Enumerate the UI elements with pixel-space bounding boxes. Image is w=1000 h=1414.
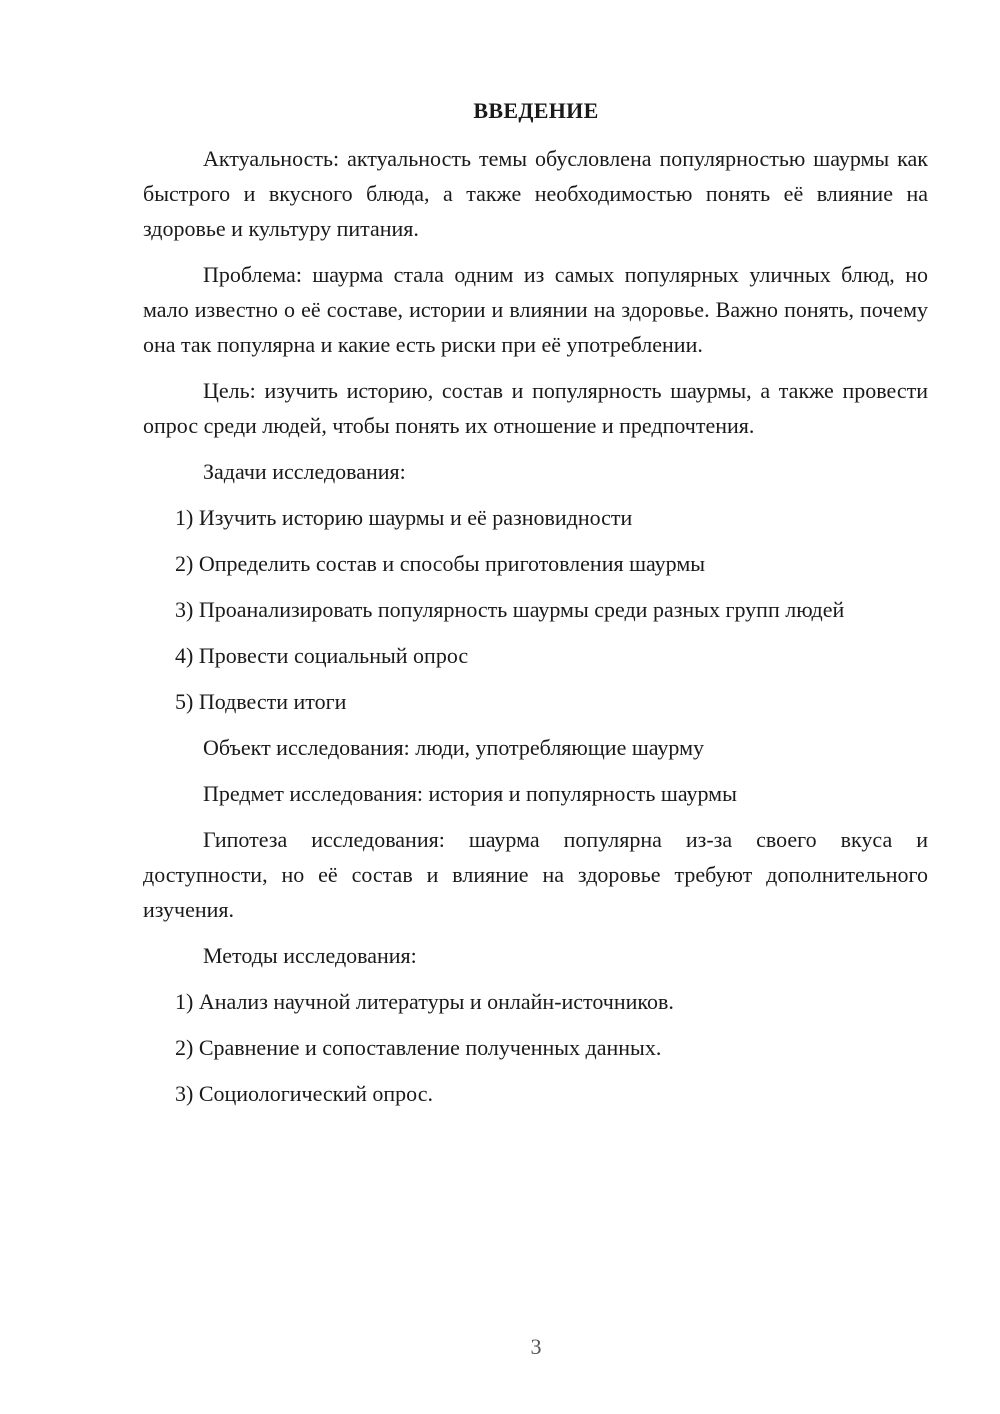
page-number: 3 [530,1334,542,1359]
task-item-2: 2) Определить состав и способы приготовления шаурмы [175,551,706,576]
page-title: ВВЕДЕНИЕ [473,98,599,123]
subject-paragraph: Предмет исследования: история и популярность шаурмы [203,781,737,806]
method-item-1: 1) Анализ научной литературы и онлайн-источников. [175,989,674,1014]
method-item-3: 3) Социологический опрос. [175,1081,433,1106]
task-item-5: 5) Подвести итоги [175,689,347,714]
goal-paragraph: Цель: изучить историю, состав и популярность шаурмы, а также провести опрос среди людей, чтобы понять их отношение и предпочтения. [143,378,928,438]
relevance-paragraph: Актуальность: актуальность темы обусловлена популярностью шаурмы как быстрого и вкусного блюда, а также необходимостью понять её влияние на здоровье и культуру питания. [143,146,928,241]
document-body [143,141,928,1122]
methods-heading: Методы исследования: [203,943,417,968]
task-item-1: 1) Изучить историю шаурмы и её разновидности [175,505,633,530]
task-item-3: 3) Проанализировать популярность шаурмы среди разных групп людей [175,597,845,622]
method-item-2: 2) Сравнение и сопоставление полученных данных. [175,1035,662,1060]
tasks-heading: Задачи исследования: [203,459,406,484]
object-paragraph: Объект исследования: люди, употребляющие шаурму [203,735,705,760]
hypothesis-paragraph: Гипотеза исследования: шаурма популярна из-за своего вкуса и доступности, но её состав и влияние на здоровье требуют дополнительного изучения. [143,827,928,922]
task-item-4: 4) Провести социальный опрос [175,643,469,668]
problem-paragraph: Проблема: шаурма стала одним из самых популярных уличных блюд, но мало известно о её составе, истории и влиянии на здоровье. Важно понять, почему она так популярна и какие есть риски при её употреблении. [143,262,928,357]
